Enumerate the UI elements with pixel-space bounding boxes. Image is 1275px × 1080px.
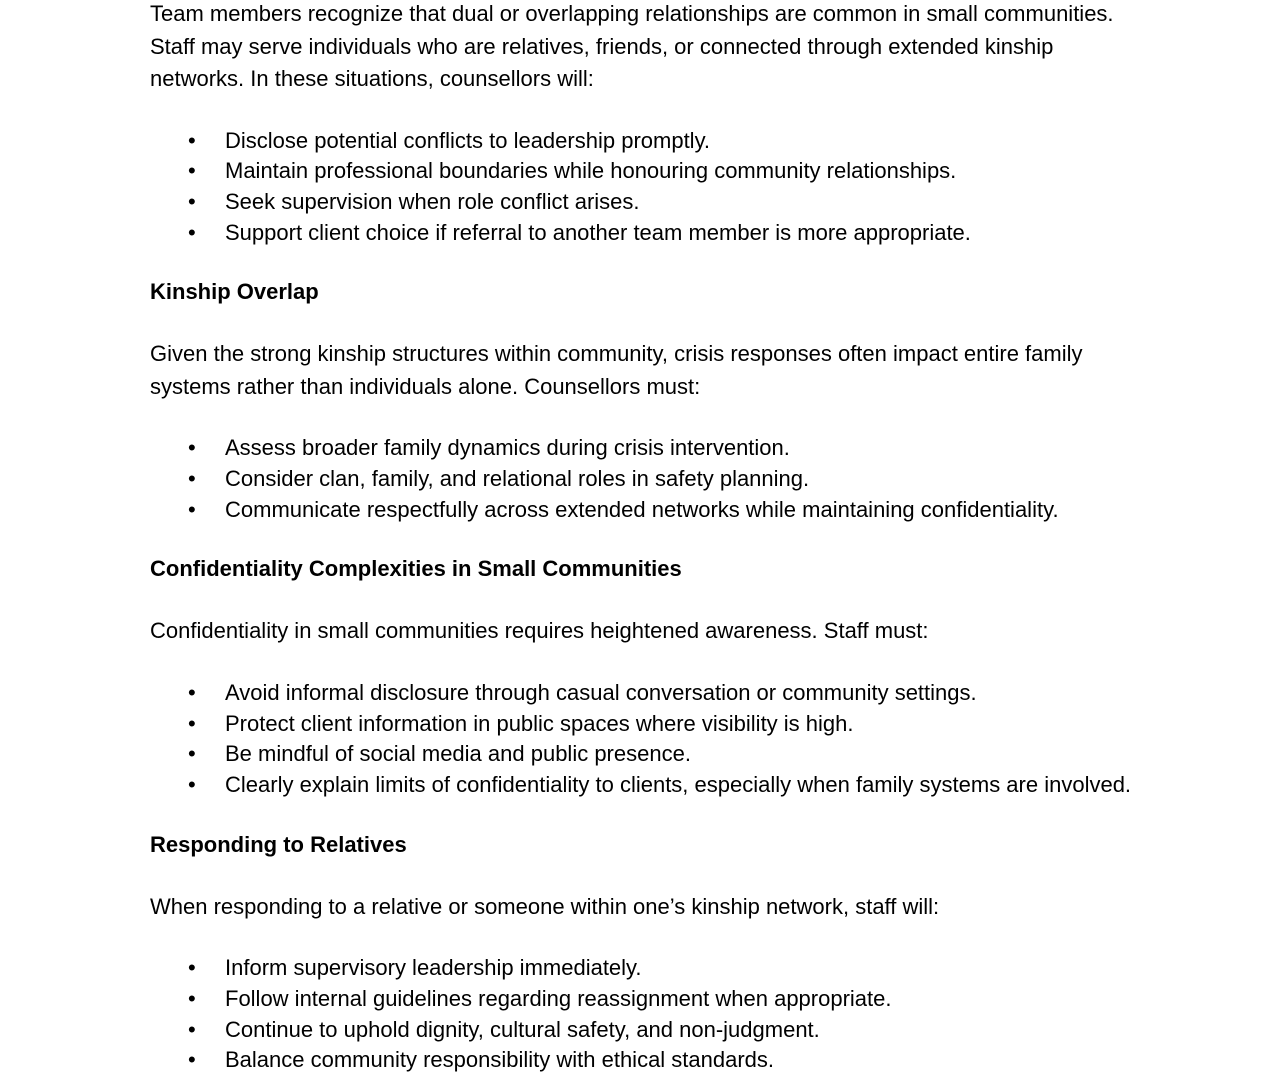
section-heading-kinship-overlap: Kinship Overlap [150,279,319,305]
list-item: • Inform supervisory leadership immediately. [150,953,1210,984]
document-page [150,0,1210,1076]
list-item: • Disclose potential conflicts to leadership promptly. [150,126,1210,157]
list-item: • Seek supervision when role conflict arises. [150,187,1210,218]
list-item: • Maintain professional boundaries while honouring community relationships. [150,156,1210,187]
list-item: • Avoid informal disclosure through casual conversation or community settings. [150,678,1210,709]
kinship-line-1: Given the strong kinship structures within community, crisis responses often impact entire family [150,341,1083,367]
intro-line-2: Staff may serve individuals who are relatives, friends, or connected through extended kinship [150,33,1054,59]
relatives-bullet-list [150,953,1210,1076]
kinship-bullet-list [150,433,1210,525]
confidentiality-paragraph: Confidentiality in small communities requires heightened awareness. Staff must: [150,618,929,644]
section-heading-responding-to-relatives: Responding to Relatives [150,831,407,857]
list-item: • Balance community responsibility with ethical standards. [150,1045,1210,1076]
section-heading-confidentiality: Confidentiality Complexities in Small Communities [150,556,682,582]
intro-paragraph [150,0,1210,96]
list-item: • Protect client information in public spaces where visibility is high. [150,709,1210,740]
kinship-line-2: systems rather than individuals alone. Counsellors must: [150,373,701,399]
list-item: • Support client choice if referral to another team member is more appropriate. [150,218,1210,249]
confidentiality-bullet-list [150,678,1210,801]
intro-bullet-list [150,126,1210,249]
intro-line-1: Team members recognize that dual or overlapping relationships are common in small communities. [150,1,1114,26]
relatives-paragraph: When responding to a relative or someone within one’s kinship network, staff will: [150,893,940,919]
list-item: • Clearly explain limits of confidentiality to clients, especially when family systems are involved. [150,770,1210,801]
list-item: • Be mindful of social media and public presence. [150,739,1210,770]
list-item: • Continue to uphold dignity, cultural safety, and non-judgment. [150,1015,1210,1046]
list-item: • Communicate respectfully across extended networks while maintaining confidentiality. [150,495,1210,526]
list-item: • Assess broader family dynamics during crisis intervention. [150,433,1210,464]
kinship-paragraph [150,338,1210,403]
intro-line-3: networks. In these situations, counsellors will: [150,66,594,91]
list-item: • Consider clan, family, and relational roles in safety planning. [150,464,1210,495]
list-item: • Follow internal guidelines regarding reassignment when appropriate. [150,984,1210,1015]
